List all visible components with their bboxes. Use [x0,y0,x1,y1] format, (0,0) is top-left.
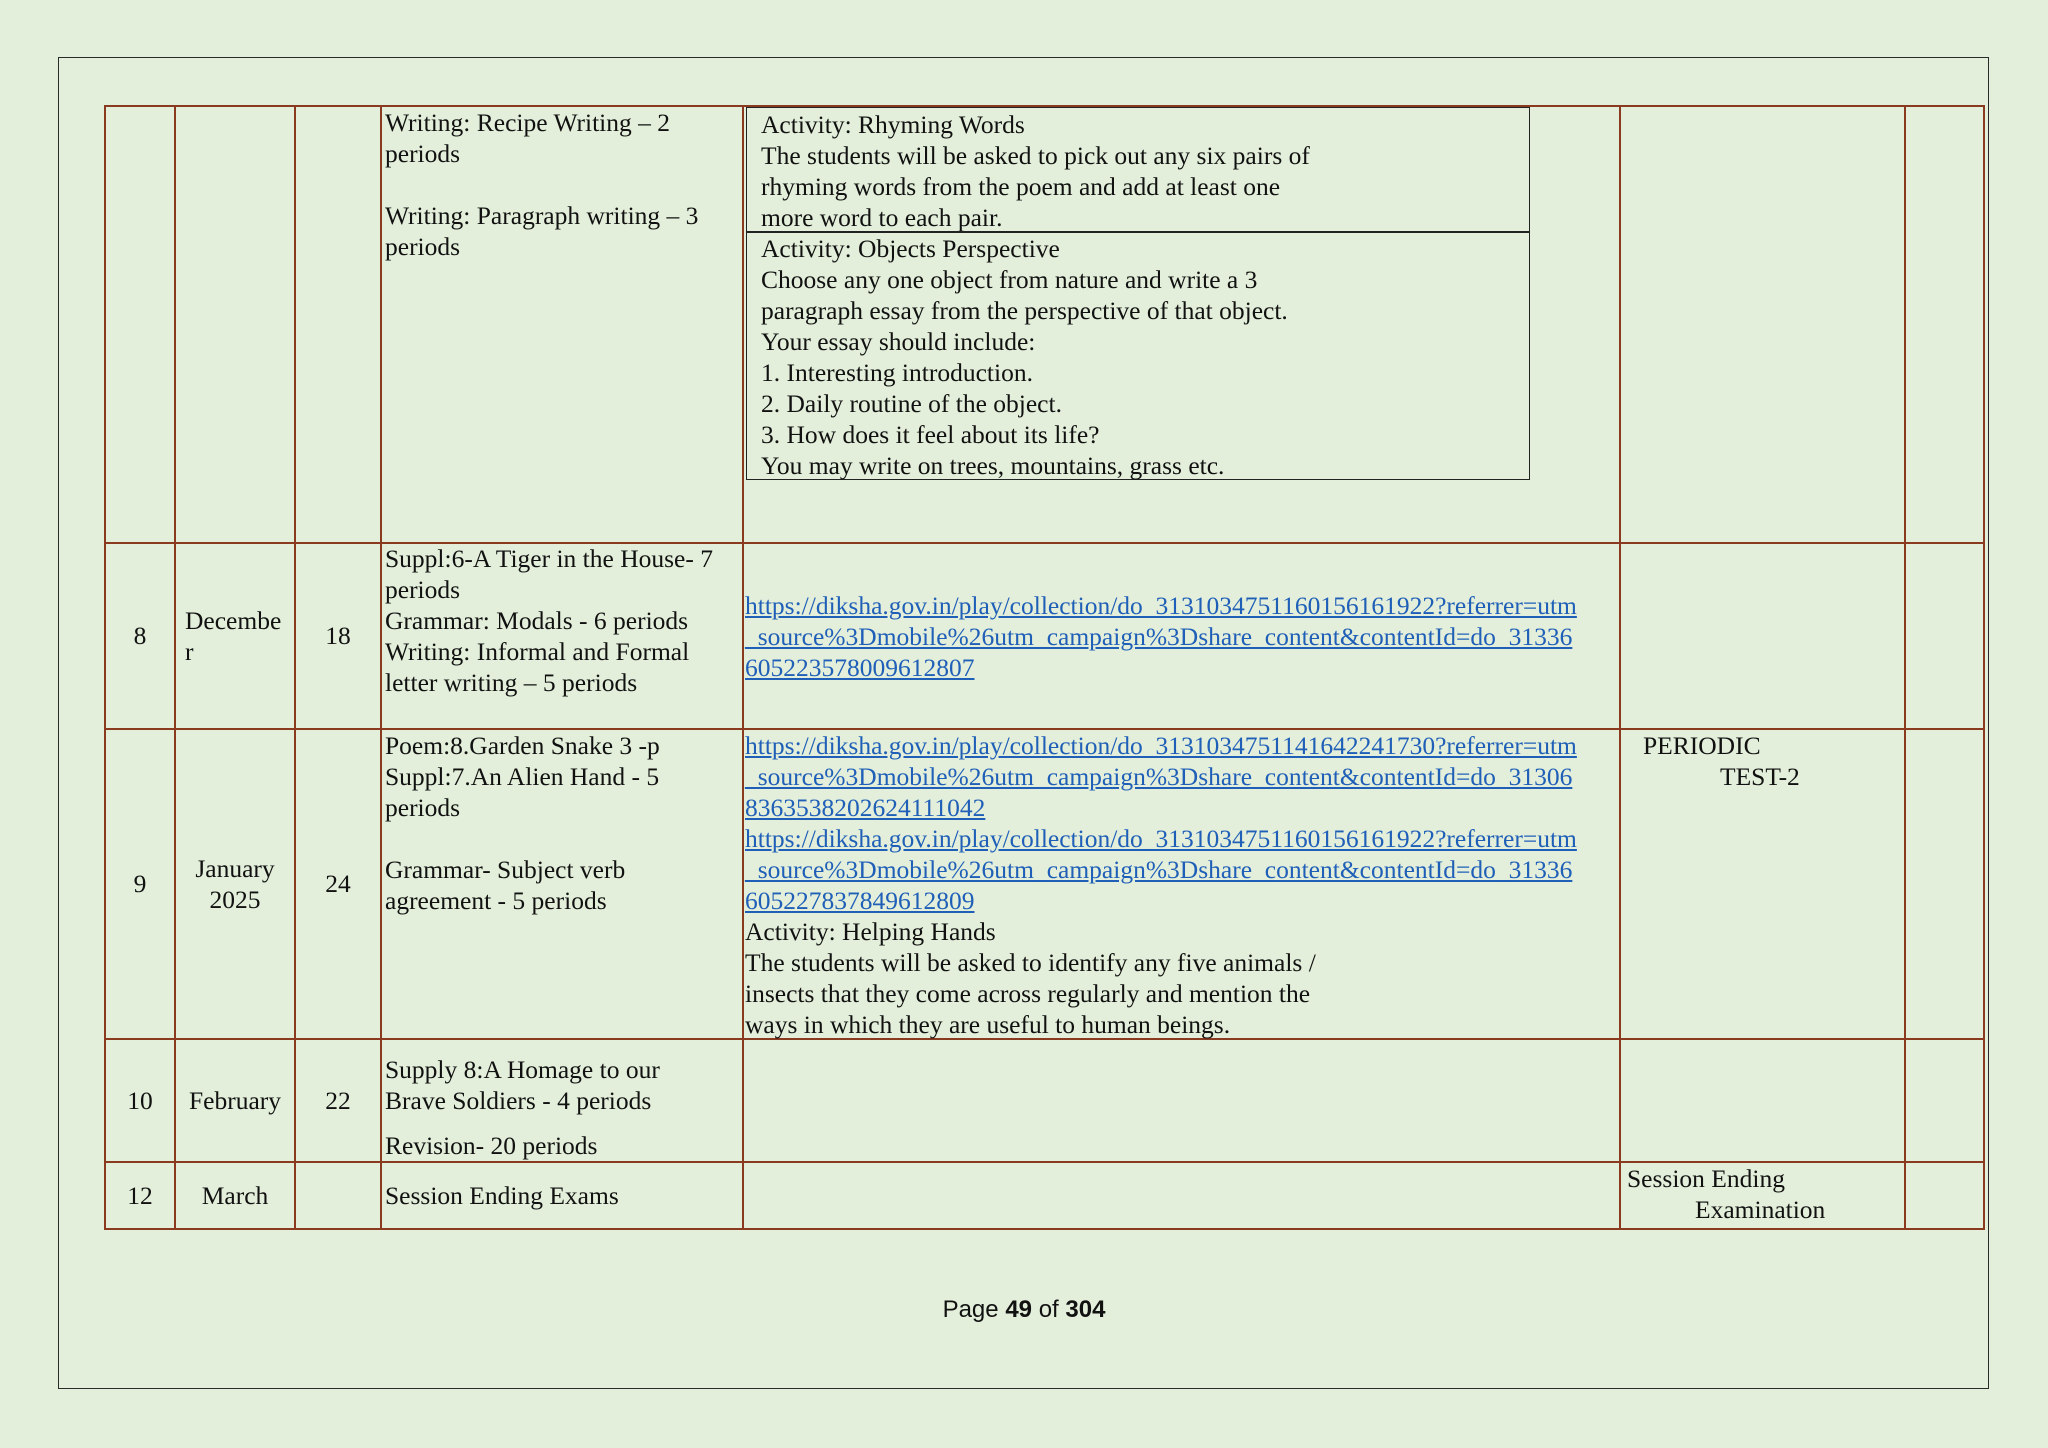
page-of-label: of [1038,1296,1059,1323]
page-current: 49 [1005,1296,1033,1323]
link-line[interactable]: 836353820262411104​2 [745,793,986,822]
month-cell [185,605,281,667]
row-number: 9 [133,869,147,898]
link-line[interactable]: _source%3Dmobile%26utm_campaign%3Dshare_content&contentId=do_31306 [745,762,1573,791]
activity-line: 2. Daily routine of the object. [761,389,1062,418]
content-line: Suppl:6-A Tiger in the House- 7 [385,544,713,573]
content-line: Writing: Paragraph writing – 3 [385,201,699,230]
activity-line: You may write on trees, mountains, grass etc. [761,451,1225,480]
days-cell: 24 [325,869,351,898]
activity-title: Activity: Rhyming Words [761,110,1025,139]
content-line: periods [385,793,461,822]
row-number: 8 [133,621,147,650]
activity-line: paragraph essay from the perspective of that object. [761,296,1288,325]
activity-title: Activity: Helping Hands [745,917,996,946]
activity-line: rhyming words from the poem and add at least one [761,172,1281,201]
activity-line: Your essay should include: [761,327,1036,356]
content-line: agreement - 5 periods [385,886,607,915]
month-line: r [185,637,194,666]
content-line: Suppl:7.An Alien Hand - 5 [385,762,660,791]
assessment-cell [1643,730,1800,792]
activity-line: The students will be asked to pick out any six pairs of [761,141,1310,170]
row3-content [385,730,660,916]
page-label: Page [942,1296,999,1323]
resource-link[interactable] [745,590,1577,683]
page-total: 304 [1065,1296,1106,1323]
content-line: Grammar- Subject verb [385,855,626,884]
link-line[interactable]: 605227837849612809 [745,886,975,915]
activity-line: more word to each pair. [761,203,1003,232]
link-line[interactable]: 605223578009612807 [745,653,975,682]
content-line: periods [385,139,461,168]
row2-content [385,543,713,698]
link-line[interactable]: https://diksha.gov.in/play/collection/do_3131034751160156161922?referrer=utm [745,824,1577,853]
assessment-cell [1627,1163,1825,1225]
content-line: Brave Soldiers - 4 periods [385,1086,652,1115]
content-line: Writing: Recipe Writing – 2 [385,108,671,137]
content-line: letter writing – 5 periods [385,668,638,697]
assessment-line: PERIODIC [1643,731,1761,760]
content-line: periods [385,575,461,604]
content-line: periods [385,232,461,261]
month-line: January [195,854,275,883]
activity-objects-perspective [746,231,1530,480]
activity-rhyming-words [746,107,1530,233]
month-line: 2025 [209,885,261,914]
content-line: Poem:8.Garden Snake 3 -p [385,731,660,760]
content-line: Supply 8:A Homage to our [385,1055,660,1084]
link-line[interactable]: _source%3Dmobile%26utm_campaign%3Dshare_content&contentId=do_31336 [745,622,1573,651]
days-cell: 22 [325,1086,351,1115]
month-cell: March [201,1181,269,1210]
activity-line: 1. Interesting introduction. [761,358,1033,387]
page-footer [0,1296,2048,1324]
link-line[interactable]: https://diksha.gov.in/play/collection/do_3131034751141642241730?referrer=utm [745,731,1577,760]
activity-line: 3. How does it feel about its life? [761,420,1100,449]
content-line: Grammar: Modals - 6 periods [385,606,689,635]
link-line[interactable]: https://diksha.gov.in/play/collection/do_3131034751160156161922?referrer=utm [745,591,1577,620]
days-cell: 18 [325,621,351,650]
activity-line: insects that they come across regularly and mention the [745,979,1311,1008]
month-cell [174,853,296,915]
month-cell: February [188,1086,282,1115]
row4-content [385,1054,660,1161]
resources-cell [745,730,1577,1040]
row1-content [385,107,698,262]
assessment-line: Examination [1695,1195,1826,1224]
content-line: Writing: Informal and Formal [385,637,690,666]
assessment-line: TEST-2 [1720,762,1800,791]
row-number: 10 [127,1086,153,1115]
row-number: 12 [127,1181,153,1210]
activity-line: The students will be asked to identify any five animals / [745,948,1316,977]
month-line: Decembe [185,606,282,635]
content-line: Revision- 20 periods [385,1131,598,1160]
activity-line: ways in which they are useful to human beings. [745,1010,1231,1039]
row5-content: Session Ending Exams [385,1181,619,1210]
activity-line: Choose any one object from nature and write a 3 [761,265,1258,294]
assessment-line: Session Ending [1627,1164,1785,1193]
activity-title: Activity: Objects Perspective [761,234,1060,263]
link-line[interactable]: _source%3Dmobile%26utm_campaign%3Dshare_content&contentId=do_31336 [745,855,1573,884]
